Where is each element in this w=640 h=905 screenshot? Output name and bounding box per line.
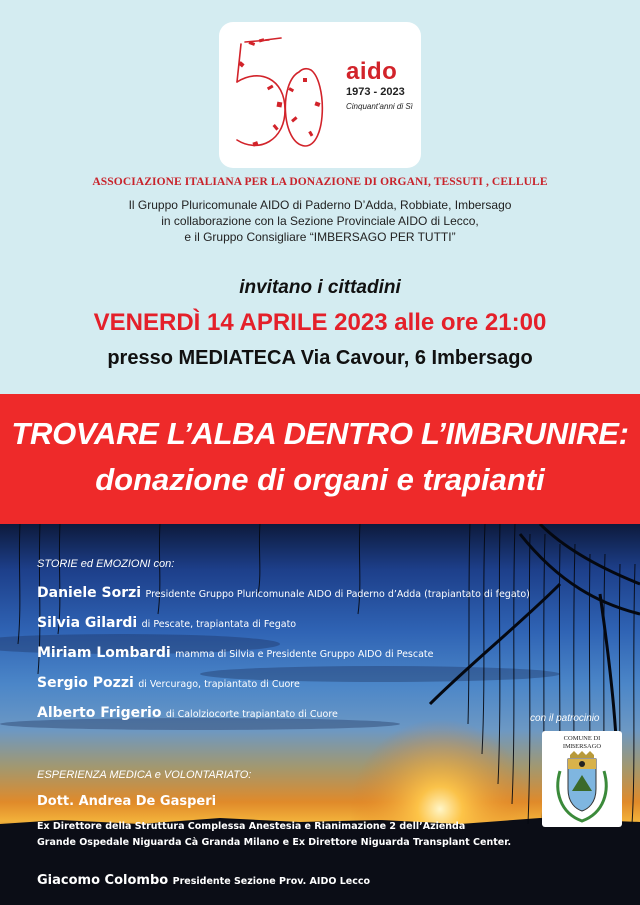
comune-line-1: COMUNE DI [563,735,601,742]
person-desc: Presidente Gruppo Pluricomunale AIDO di Paderno d’Adda (trapiantato di fegato) [145,589,530,600]
person-name: Silvia Gilardi [37,615,138,631]
person-desc: di Vercurago, trapiantato di Cuore [138,679,300,690]
person-name: Sergio Pozzi [37,675,134,691]
event-place: presso MEDIATECA Via Cavour, 6 Imbersago [107,347,533,369]
org-line-1: Il Gruppo Pluricomunale AIDO di Paderno D’Adda, Robbiate, Imbersago [128,198,512,212]
event-title: TROVARE L’ALBA DENTRO L’IMBRUNIRE: [11,416,629,451]
coat-of-arms-icon [542,751,622,827]
person-desc: mamma di Silvia e Presidente Gruppo AIDO di Pescate [175,649,434,660]
event-date: VENERDÌ 14 APRILE 2023 alle ore 21:00 [93,309,547,336]
aido-tagline: Cinquant'anni di Sì [346,102,413,111]
stories-heading: STORIE ed EMOZIONI con: [37,558,175,570]
comune-crest [542,731,622,827]
sunset-photo [0,524,640,905]
doctor-name: Dott. Andrea De Gasperi [37,794,217,809]
comune-line-2: IMBERSAGO [562,743,602,750]
person-desc: di Pescate, trapiantata di Fegato [141,619,297,630]
patronage-label: con il patrocinio [530,713,600,724]
org-line-3: e il Gruppo Consigliare “IMBERSAGO PER TUTTI” [184,230,456,244]
person-sergio-pozzi [37,674,300,692]
doctor-desc-2: Grande Ospedale Niguarda Cà Granda Milano e Ex Direttore Niguarda Transplant Center. [37,837,512,848]
person-silvia-gilardi [37,614,296,632]
medical-heading: ESPERIENZA MEDICA e VOLONTARIATO: [37,769,252,781]
title-banner [0,394,640,524]
org-line-2: in collaborazione con la Sezione Provinciale AIDO di Lecco, [161,214,479,228]
person-desc: di Calolziocorte trapiantato di Cuore [165,709,338,720]
person-name: Miriam Lombardi [37,645,171,661]
invite-text: invitano i cittadini [239,277,401,298]
association-name: ASSOCIAZIONE ITALIANA PER LA DONAZIONE DI ORGANI, TESSUTI , CELLULE [92,176,548,188]
person-giacomo-colombo [37,871,370,889]
person-daniele-sorzi [37,584,530,602]
header-section [0,0,640,394]
person-name: Daniele Sorzi [37,585,142,601]
aido-years: 1973 - 2023 [346,86,405,98]
doctor-desc-1: Ex Direttore della Struttura Complessa Anestesia e Rianimazione 2 dell’Azienda [37,821,466,832]
person-name: Giacomo Colombo [37,873,169,888]
aido-brand: aido [346,58,398,85]
person-name: Alberto Frigerio [37,705,162,721]
event-subtitle: donazione di organi e trapianti [95,462,545,497]
person-miriam-lombardi [37,644,433,662]
person-desc: Presidente Sezione Prov. AIDO Lecco [172,876,371,887]
person-alberto-frigerio [37,704,338,722]
aido-logo [219,22,421,168]
